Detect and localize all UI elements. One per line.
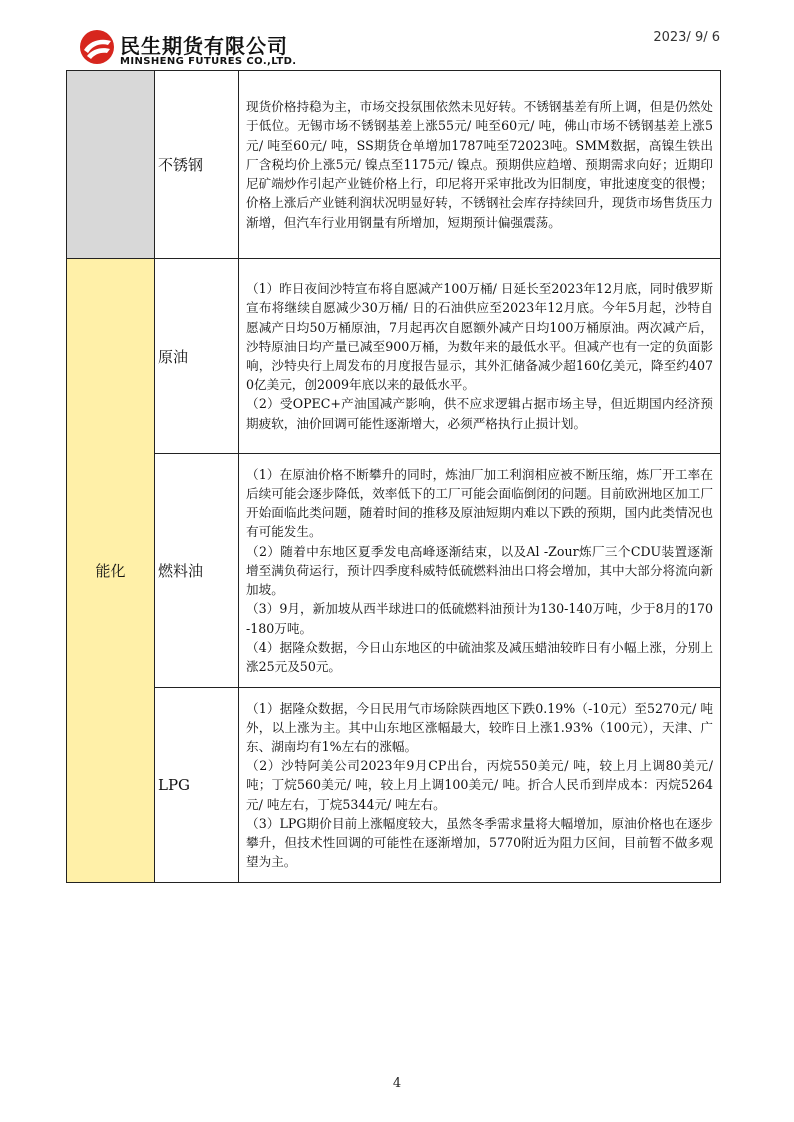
company-logo [78, 26, 318, 70]
commodity-name: 燃料油 [155, 454, 239, 688]
commodity-analysis [239, 454, 721, 688]
commodity-analysis [239, 259, 721, 454]
analysis-paragraph: （1）在原油价格不断攀升的同时，炼油厂加工利润相应被不断压缩，炼厂开工率在后续可能会逐步降低，效率低下的工厂可能会面临倒闭的问题。目前欧洲地区加工厂开始面临此类问题，随着时间的推移及原油短期内难以下跌的预期，国内此类情况也有可能发生。 [246, 466, 713, 540]
commodity-name: 原油 [155, 259, 239, 454]
analysis-paragraph: （2）受OPEC+产油国减产影响，供不应求逻辑占据市场主导，但近期国内经济预期疲软，油价回调可能性逐渐增大，必须严格执行止损计划。 [246, 396, 713, 431]
commodity-table [66, 70, 721, 883]
logo-english-name: MINSHENG FUTURES CO.,LTD. [120, 56, 297, 67]
report-date: 2023/ 9/ 6 [653, 30, 720, 45]
analysis-paragraph: 现货价格持稳为主，市场交投氛围依然未见好转。不锈钢基差有所上调，但是仍然处于低位。无锡市场不锈钢基差上涨55元/ 吨至60元/ 吨，佛山市场不锈钢基差上涨5元/ 吨至60元/ 吨，SS期货仓单增加1787吨至72023吨。SMM数据，高镍生铁出厂含税均价上涨5元/ 镍点至1175元/ 镍点。预期供应趋增、预期需求向好；近期印尼矿端炒作引起产业链价格上行，印尼将开采审批改为旧制度，审批速度变的很慢；价格上涨后产业链利润状况明显好转，不锈钢社会库存持续回升，现货市场售货压力渐增，但汽车行业用钢量有所增加，短期预计偏强震荡。 [246, 99, 713, 230]
analysis-paragraph: （3）9月，新加坡从西半球进口的低硫燃料油预计为130-140万吨，少于8月的170-180万吨。 [246, 601, 713, 636]
minsheng-logo-icon [78, 28, 116, 66]
analysis-paragraph: （2）沙特阿美公司2023年9月CP出台，丙烷550美元/ 吨，较上月上调80美元/ 吨；丁烷560美元/ 吨，较上月上调100美元/ 吨。折合人民币到岸成本：丙烷5264元/ 吨左右，丁烷5344元/ 吨左右。 [246, 758, 713, 812]
analysis-paragraph: （2）随着中东地区夏季发电高峰逐渐结束，以及Al -Zour炼厂三个CDU装置逐渐增至满负荷运行，预计四季度科威特低硫燃料油出口将会增加，其中大部分将流向新加坡。 [246, 543, 713, 598]
analysis-paragraph: （3）LPG期价目前上涨幅度较大，虽然冬季需求量将大幅增加，原油价格也在逐步攀升，但技术性回调的可能性在逐渐增加，5770附近为阻力区间，目前暂不做多观望为主。 [246, 815, 713, 870]
page-header [0, 0, 794, 70]
analysis-paragraph: （1）据隆众数据，今日民用气市场除陕西地区下跌0.19%（-10元）至5270元/ 吨外，以上涨为主。其中山东地区涨幅最大，较昨日上涨1.93%（100元），天津、广东、湖南均有1%左右的涨幅。 [246, 700, 713, 754]
category-cell-blank [67, 71, 155, 259]
table-row [67, 259, 721, 454]
commodity-name: 不锈钢 [155, 71, 239, 259]
page-number: 4 [392, 1076, 402, 1091]
category-cell-energy-chemicals: 能化 [67, 259, 155, 883]
commodity-analysis [239, 688, 721, 883]
table-row [67, 454, 721, 688]
commodity-name: LPG [155, 688, 239, 883]
table-row [67, 688, 721, 883]
analysis-paragraph: （4）据隆众数据，今日山东地区的中硫油浆及减压蜡油较昨日有小幅上涨，分别上涨25元及50元。 [246, 639, 713, 674]
analysis-paragraph: （1）昨日夜间沙特宣布将自愿减产100万桶/ 日延长至2023年12月底，同时俄罗斯宣布将继续自愿减少30万桶/ 日的石油供应至2023年12月底。今年5月起，沙特自愿减产日均50万桶原油，7月起再次自愿额外减产日均100万桶原油。两次减产后，沙特原油日均产量已减至900万桶，为数年来的最低水平。但减产也有一定的负面影响，沙特央行上周发布的月度报告显示，其外汇储备减少超160亿美元，降至约4070亿美元，创2009年底以来的最低水平。 [246, 281, 713, 393]
commodity-analysis [239, 71, 721, 259]
table-row [67, 71, 721, 259]
logo-chinese-name: 民生期货有限公司 [120, 34, 288, 58]
